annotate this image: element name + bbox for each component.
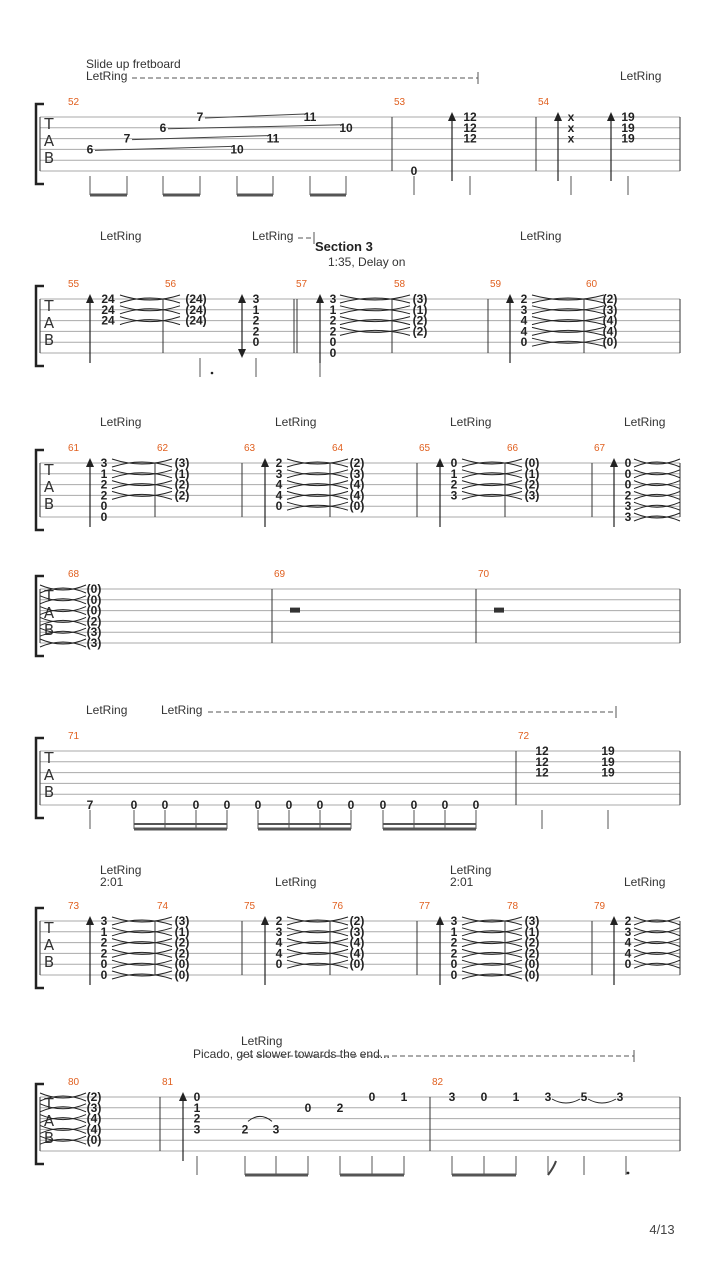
fret-number: 0 [329, 335, 337, 350]
fret-number: 1 [329, 302, 337, 317]
fret-number: 2 [252, 324, 260, 339]
fret-number: 0 [450, 968, 458, 982]
fret-number: (3) [174, 914, 190, 928]
fret-number: (3) [86, 625, 102, 640]
measure-number: 69 [274, 569, 286, 580]
fret-number: (2) [349, 456, 365, 470]
tab-clef-letter: T [44, 1095, 54, 1113]
fret-number: 4 [275, 935, 283, 950]
tab-clef-letter: B [43, 953, 55, 971]
measure-number: 77 [419, 901, 431, 912]
tab-clef-letter: B [43, 331, 55, 349]
annotation-text: 2:01 [100, 875, 124, 889]
measure-number: 80 [68, 1077, 80, 1088]
fret-number: 1 [450, 466, 458, 481]
annotation-text: LetRing [275, 875, 317, 889]
fret-number: (2) [412, 324, 428, 339]
fret-number: (1) [412, 302, 428, 317]
fret-number: x [567, 131, 575, 146]
fret-number: 3 [450, 488, 458, 503]
measure-number: 79 [594, 901, 606, 912]
fret-number: 1 [450, 924, 458, 939]
fret-number: 2 [329, 313, 337, 328]
tab-clef-letter: A [43, 936, 55, 954]
fret-number: 0 [472, 798, 480, 812]
fret-number: 3 [275, 924, 283, 939]
whole-rest [290, 608, 300, 613]
tab-clef-letter: T [44, 297, 54, 315]
fret-number: 2 [624, 914, 632, 928]
fret-number: 4 [624, 935, 632, 950]
measure-number: 59 [490, 279, 502, 290]
annotation-text: LetRing [100, 415, 142, 429]
fret-number: (3) [174, 456, 190, 470]
fret-number: 19 [621, 110, 635, 124]
fret-number: 10 [339, 120, 353, 135]
fret-number: 3 [329, 292, 337, 306]
fret-number: 2 [100, 935, 108, 950]
fret-number: 0 [520, 335, 528, 350]
fret-number: 2 [275, 914, 283, 928]
fret-number: 1 [400, 1090, 408, 1104]
fret-number: (2) [524, 477, 540, 492]
measure-number: 65 [419, 443, 431, 454]
measure-number: 75 [244, 901, 256, 912]
fret-number: x [567, 110, 575, 124]
fret-number: 0 [329, 346, 337, 360]
fret-number: (24) [185, 292, 207, 306]
fret-number: 12 [463, 131, 477, 146]
annotation-text: LetRing [86, 69, 128, 83]
tab-clef-letter: B [43, 1129, 55, 1147]
fret-number: (1) [174, 466, 190, 481]
fret-number: (2) [602, 292, 618, 306]
annotation-text: LetRing [100, 229, 142, 243]
fret-number: 3 [193, 1122, 201, 1137]
fret-number: (0) [524, 456, 540, 470]
fret-number: (24) [185, 302, 207, 317]
fret-number: 2 [275, 456, 283, 470]
measure-number: 55 [68, 279, 80, 290]
tab-clef-letter: T [44, 461, 54, 479]
fret-number: 2 [241, 1122, 249, 1137]
fret-number: (3) [349, 924, 365, 939]
fret-number: 3 [272, 1122, 280, 1137]
fret-number: 2 [450, 477, 458, 492]
fret-number: 3 [520, 302, 528, 317]
tab-clef-letter: B [43, 149, 55, 167]
fret-number: 0 [192, 798, 200, 812]
measure-number: 54 [538, 97, 550, 108]
fret-number: (0) [174, 968, 190, 982]
fret-number: (0) [524, 957, 540, 972]
fret-number: (3) [86, 636, 102, 650]
fret-number: 0 [624, 456, 632, 470]
fret-number: (2) [174, 935, 190, 950]
fret-number: 7 [123, 131, 131, 146]
slide-slur [588, 1099, 616, 1103]
fret-number: 3 [275, 466, 283, 481]
fret-number: 0 [130, 798, 138, 812]
fret-number: 3 [100, 914, 108, 928]
fret-number: 0 [100, 499, 108, 514]
measure-number: 76 [332, 901, 344, 912]
fret-number: (1) [174, 924, 190, 939]
fret-number: 10 [230, 142, 244, 157]
fret-number: 0 [379, 798, 387, 812]
tab-clef-letter: B [43, 621, 55, 639]
fret-number: 3 [448, 1090, 456, 1104]
tab-clef-letter: A [43, 766, 55, 784]
fret-number: 0 [254, 798, 262, 812]
fret-number: 2 [193, 1111, 201, 1126]
fret-number: 0 [275, 957, 283, 972]
annotation-text: LetRing [624, 415, 666, 429]
fret-number: 0 [347, 798, 355, 812]
measure-number: 67 [594, 443, 606, 454]
fret-number: (3) [412, 292, 428, 306]
fret-number: 0 [450, 957, 458, 972]
note-flag [548, 1161, 556, 1175]
measure-number: 64 [332, 443, 344, 454]
fret-number: (0) [86, 592, 102, 607]
page-number: 4/13 [649, 1222, 675, 1237]
fret-number: 0 [368, 1090, 376, 1104]
fret-number: 0 [410, 164, 418, 178]
fret-number: 4 [275, 946, 283, 961]
fret-number: 19 [621, 120, 635, 135]
tab-clef-letter: T [44, 115, 54, 133]
fret-number: 3 [624, 510, 632, 524]
annotation-text: LetRing [275, 415, 317, 429]
tab-clef-letter: T [44, 919, 54, 937]
annotation-text: LetRing [620, 69, 662, 83]
measure-number: 63 [244, 443, 256, 454]
fret-number: (24) [185, 313, 207, 328]
tab-clef-letter: B [43, 495, 55, 513]
whole-rest [494, 608, 504, 613]
fret-number: 3 [624, 924, 632, 939]
fret-number: 12 [463, 120, 477, 135]
annotation-text: LetRing [100, 863, 142, 877]
annotation-text: 1:35, Delay on [328, 255, 406, 269]
fret-number: 4 [624, 946, 632, 961]
fret-number: 1 [193, 1100, 201, 1115]
fret-number: 0 [100, 510, 108, 524]
staccato-dot [211, 372, 214, 375]
fret-number: 0 [285, 798, 293, 812]
annotation-text: LetRing [450, 415, 492, 429]
fret-number: 3 [616, 1090, 624, 1104]
fret-number: 24 [101, 313, 115, 328]
fret-number: 1 [100, 924, 108, 939]
measure-number: 74 [157, 901, 169, 912]
measure-number: 57 [296, 279, 308, 290]
tab-clef-letter: A [43, 1112, 55, 1130]
fret-number: (4) [349, 477, 365, 492]
fret-number: (3) [349, 466, 365, 481]
measure-number: 68 [68, 569, 80, 580]
fret-number: 0 [624, 466, 632, 481]
fret-number: 0 [100, 957, 108, 972]
fret-number: 2 [100, 946, 108, 961]
fret-number: 12 [535, 754, 549, 769]
measure-number: 52 [68, 97, 80, 108]
fret-number: 0 [223, 798, 231, 812]
tab-clef-letter: A [43, 478, 55, 496]
annotation-text: Section 3 [315, 239, 373, 254]
fret-number: (0) [349, 957, 365, 972]
fret-number: 0 [100, 968, 108, 982]
fret-number: 4 [520, 324, 528, 339]
fret-number: 2 [450, 935, 458, 950]
fret-number: 3 [450, 914, 458, 928]
fret-number: (4) [602, 313, 618, 328]
fret-number: (4) [349, 935, 365, 950]
fret-number: (4) [349, 946, 365, 961]
fret-number: 19 [601, 744, 615, 758]
staccato-dot [627, 1172, 630, 1175]
fret-number: 4 [520, 313, 528, 328]
fret-number: (0) [602, 335, 618, 350]
measure-number: 70 [478, 569, 490, 580]
fret-number: 0 [161, 798, 169, 812]
fret-number: (0) [524, 968, 540, 982]
fret-number: 6 [86, 142, 94, 157]
measure-number: 66 [507, 443, 519, 454]
fret-number: 7 [196, 110, 204, 124]
fret-number: 1 [512, 1090, 520, 1104]
fret-number: (0) [86, 603, 102, 618]
fret-number: (2) [86, 1090, 102, 1104]
fret-number: 4 [275, 488, 283, 503]
fret-number: (4) [86, 1111, 102, 1126]
fret-number: 0 [624, 477, 632, 492]
fret-number: 0 [450, 456, 458, 470]
fret-number: (4) [86, 1122, 102, 1137]
fret-number: (3) [602, 302, 618, 317]
fret-number: 0 [304, 1100, 312, 1115]
annotation-text: LetRing [252, 229, 294, 243]
fret-number: 2 [336, 1100, 344, 1115]
fret-number: 0 [316, 798, 324, 812]
annotation-text: LetRing [161, 703, 203, 717]
measure-number: 72 [518, 731, 530, 742]
fret-number: 19 [601, 765, 615, 780]
fret-number: (0) [349, 499, 365, 514]
fret-number: (2) [174, 488, 190, 503]
measure-number: 56 [165, 279, 177, 290]
tab-clef-letter: A [43, 132, 55, 150]
fret-number: (3) [86, 1100, 102, 1115]
tab-clef-letter: A [43, 314, 55, 332]
fret-number: (2) [524, 946, 540, 961]
measure-number: 58 [394, 279, 406, 290]
fret-number: (0) [86, 582, 102, 596]
fret-number: 6 [159, 120, 167, 135]
fret-number: (1) [524, 924, 540, 939]
fret-number: 3 [544, 1090, 552, 1104]
fret-number: 24 [101, 302, 115, 317]
fret-number: (0) [86, 1133, 102, 1148]
fret-number: (2) [524, 935, 540, 950]
fret-number: (2) [174, 477, 190, 492]
fret-number: (2) [174, 946, 190, 961]
fret-number: 0 [624, 957, 632, 972]
annotation-text: LetRing [241, 1034, 283, 1048]
slide-slur [552, 1099, 580, 1103]
fret-number: 19 [621, 131, 635, 146]
fret-number: (3) [524, 488, 540, 503]
fret-number: x [567, 120, 575, 135]
fret-number: 2 [624, 488, 632, 503]
fret-number: 2 [100, 488, 108, 503]
annotation-text: LetRing [520, 229, 562, 243]
annotation-text: LetRing [86, 703, 128, 717]
fret-number: (4) [349, 488, 365, 503]
fret-number: 24 [101, 292, 115, 306]
fret-number: 2 [100, 477, 108, 492]
fret-number: 0 [193, 1090, 201, 1104]
annotation-text: Slide up fretboard [86, 57, 181, 71]
measure-number: 78 [507, 901, 519, 912]
measure-number: 61 [68, 443, 80, 454]
fret-number: 19 [601, 754, 615, 769]
measure-number: 82 [432, 1077, 444, 1088]
fret-number: 0 [252, 335, 260, 350]
fret-number: 1 [252, 302, 260, 317]
tab-clef-letter: T [44, 587, 54, 605]
fret-number: (2) [412, 313, 428, 328]
annotation-text: 2:01 [450, 875, 474, 889]
annotation-text: Picado, get slower towards the end... [193, 1047, 390, 1061]
fret-number: 7 [86, 798, 94, 812]
fret-number: 11 [266, 131, 280, 146]
fret-number: 12 [535, 765, 549, 780]
fret-number: 4 [275, 477, 283, 492]
annotation-text: LetRing [624, 875, 666, 889]
fret-number: (0) [174, 957, 190, 972]
fret-number: 5 [580, 1090, 588, 1104]
fret-number: (2) [86, 614, 102, 629]
fret-number: 2 [450, 946, 458, 961]
fret-number: 1 [100, 466, 108, 481]
measure-number: 60 [586, 279, 598, 290]
fret-number: (1) [524, 466, 540, 481]
tab-clef-letter: A [43, 604, 55, 622]
fret-number: 0 [410, 798, 418, 812]
fret-number: 0 [480, 1090, 488, 1104]
tab-clef-letter: T [44, 749, 54, 767]
fret-number: 2 [252, 313, 260, 328]
fret-number: (3) [524, 914, 540, 928]
measure-number: 62 [157, 443, 169, 454]
fret-number: 3 [252, 292, 260, 306]
fret-number: 0 [275, 499, 283, 514]
fret-number: 3 [624, 499, 632, 514]
annotation-text: LetRing [450, 863, 492, 877]
fret-number: 3 [100, 456, 108, 470]
fret-number: (2) [349, 914, 365, 928]
measure-number: 71 [68, 731, 80, 742]
fret-number: 2 [329, 324, 337, 339]
fret-number: 0 [441, 798, 449, 812]
fret-number: 11 [303, 110, 317, 124]
fret-number: 12 [535, 744, 549, 758]
measure-number: 53 [394, 97, 406, 108]
fret-number: (4) [602, 324, 618, 339]
measure-number: 73 [68, 901, 80, 912]
tab-clef-letter: B [43, 783, 55, 801]
measure-number: 81 [162, 1077, 174, 1088]
fret-number: 12 [463, 110, 477, 124]
fret-number: 2 [520, 292, 528, 306]
